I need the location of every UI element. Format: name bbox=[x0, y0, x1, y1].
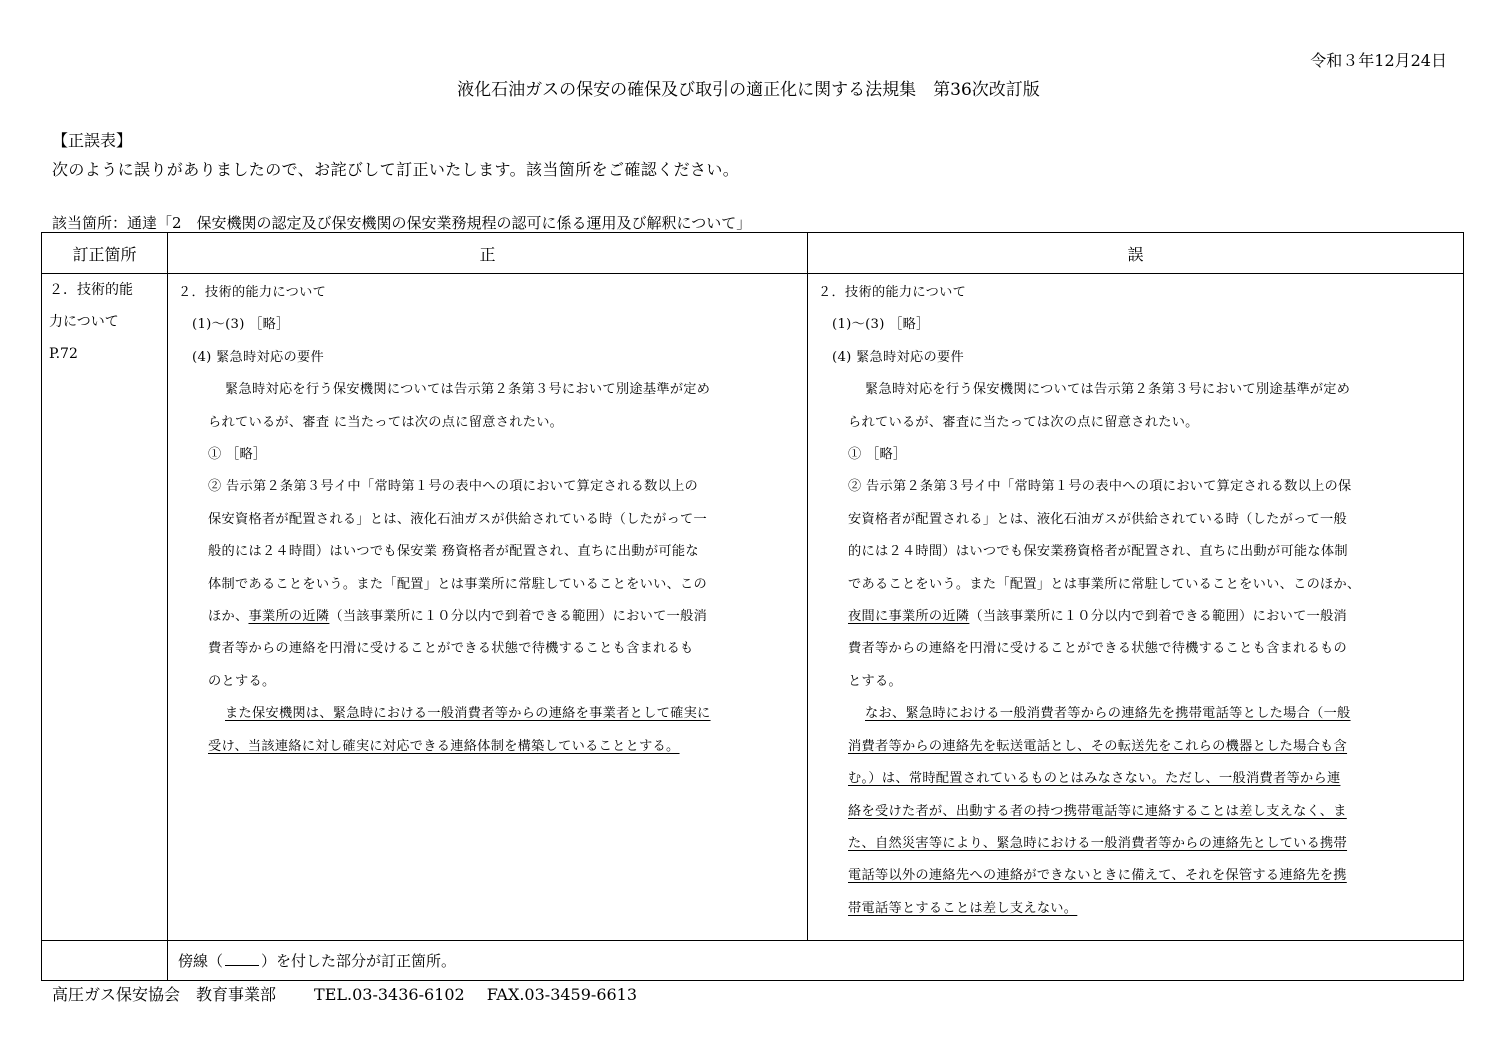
correction-underline: 夜間に事業所の近隣 bbox=[848, 609, 970, 625]
underline-sample bbox=[225, 953, 259, 966]
section-line-2: 力について bbox=[49, 314, 119, 330]
wrong-line: (1)〜(3) ［略］ bbox=[832, 317, 930, 333]
wrong-line: 費者等からの連絡を円滑に受けることができる状態で待機することも含まれるもの bbox=[848, 641, 1348, 657]
correction-underline: む。）は、常時配置されているものとはみなさない。ただし、一般消費者等から連 bbox=[848, 771, 1341, 787]
correct-line: ② 告示第２条第３号イ中「常時第１号の表中への項において算定される数以上の bbox=[208, 479, 699, 495]
correct-line: のとする。 bbox=[208, 673, 276, 689]
document-title: 液化石油ガスの保安の確保及び取引の適正化に関する法規集 第36次改訂版 bbox=[457, 80, 1040, 100]
header-wrong: 誤 bbox=[808, 233, 1464, 274]
correction-underline: また保安機関は、緊急時における一般消費者等からの連絡を事業者として確実に bbox=[225, 706, 711, 722]
wrong-line: ② 告示第２条第３号イ中「常時第１号の表中への項において算定される数以上の保 bbox=[848, 479, 1352, 495]
wrong-line: 安資格者が配置される」とは、液化石油ガスが供給されている時（したがって一般 bbox=[848, 511, 1348, 527]
affected-location: 該当箇所：通達「2 保安機関の認定及び保安機関の保安業務規程の認可に係る運用及び解釈について」 bbox=[52, 214, 752, 232]
wrong-line: とする。 bbox=[848, 673, 902, 689]
correct-text-cell bbox=[168, 274, 808, 941]
errata-heading: 【正誤表】 bbox=[52, 131, 133, 150]
footer-empty-cell bbox=[42, 941, 168, 981]
correction-underline: 事業所の近隣 bbox=[248, 609, 330, 625]
section-cell bbox=[42, 274, 168, 941]
wrong-line bbox=[818, 601, 1455, 633]
section-line-1: ２．技術的能 bbox=[49, 282, 133, 298]
footer-contact bbox=[52, 982, 637, 1005]
correct-line: (1)〜(3) ［略］ bbox=[192, 317, 290, 333]
wrong-line: ２．技術的能力について bbox=[818, 285, 967, 300]
correction-underline: 帯電話等とすることは差し支えない。 bbox=[848, 900, 1078, 916]
correction-underline: なお、緊急時における一般消費者等からの連絡先を携帯電話等とした場合（一般 bbox=[865, 706, 1351, 722]
correct-text: （当該事業所に１０分以内で到着できる範囲）において一般消 bbox=[329, 609, 708, 625]
correct-line: 費者等からの連絡を円滑に受けることができる状態で待機することも含まれるも bbox=[208, 641, 694, 657]
footnote-after: ）を付した部分が訂正箇所。 bbox=[261, 952, 457, 970]
wrong-text-cell bbox=[808, 274, 1464, 941]
correct-line: ２．技術的能力について bbox=[178, 285, 327, 300]
fax-number: FAX.03-3459-6613 bbox=[486, 985, 638, 1004]
section-page: P.72 bbox=[49, 346, 78, 362]
table-footer-row bbox=[42, 941, 1464, 981]
table-header-row bbox=[42, 233, 1464, 274]
correct-line: ① ［略］ bbox=[208, 447, 267, 463]
correct-line: 般的には２４時間）はいつでも保安業 務資格者が配置され、直ちに出動が可能な bbox=[208, 544, 699, 560]
footnote-cell bbox=[168, 941, 1464, 981]
header-section: 訂正箇所 bbox=[42, 233, 168, 274]
wrong-line: ① ［略］ bbox=[848, 447, 907, 463]
table-body-row bbox=[42, 274, 1464, 941]
phone-number: TEL.03-3436-6102 bbox=[314, 985, 465, 1004]
wrong-line: であることをいう。また「配置」とは事業所に常駐していることをいい、このほか、 bbox=[848, 576, 1361, 592]
correction-underline: 電話等以外の連絡先への連絡ができないときに備えて、それを保管する連絡先を携 bbox=[848, 868, 1347, 884]
wrong-line: 緊急時対応を行う保安機関については告示第２条第３号において別途基準が定め bbox=[865, 382, 1351, 398]
header-correct: 正 bbox=[168, 233, 808, 274]
correct-text: ほか、 bbox=[208, 609, 249, 625]
correction-underline: た、自然災害等により、緊急時における一般消費者等からの連絡先としている携帯 bbox=[848, 835, 1348, 851]
wrong-text: （当該事業所に１０分以内で到着できる範囲）において一般消 bbox=[969, 609, 1348, 625]
correct-line: 体制であることをいう。また「配置」とは事業所に常駐していることをいい、この bbox=[208, 576, 708, 592]
correct-line: (4) 緊急時対応の要件 bbox=[192, 349, 324, 365]
wrong-line: られているが、審査に当たっては次の点に留意されたい。 bbox=[848, 414, 1199, 430]
wrong-line: (4) 緊急時対応の要件 bbox=[832, 349, 964, 365]
wrong-line: 的には２４時間）はいつでも保安業務資格者が配置され、直ちに出動が可能な体制 bbox=[848, 544, 1348, 560]
correction-underline: 受け、当該連絡に対し確実に対応できる連絡体制を構築していることとする。 bbox=[208, 738, 680, 754]
correct-line bbox=[178, 601, 799, 633]
correction-underline: 絡を受けた者が、出動する者の持つ携帯電話等に連絡することは差し支えなく、ま bbox=[848, 803, 1347, 819]
footnote-before: 傍線（ bbox=[178, 952, 224, 970]
correct-line: 緊急時対応を行う保安機関については告示第２条第３号において別途基準が定め bbox=[225, 382, 711, 398]
organization-name: 高圧ガス保安協会 教育事業部 bbox=[52, 985, 277, 1004]
issue-date: 令和３年12月24日 bbox=[1310, 51, 1447, 70]
correct-line: 保安資格者が配置される」とは、液化石油ガスが供給されている時（したがって一 bbox=[208, 511, 708, 527]
errata-table bbox=[41, 232, 1464, 981]
correct-line: られているが、審査 に当たっては次の点に留意されたい。 bbox=[208, 414, 564, 430]
apology-message: 次のように誤りがありましたので、お詫びして訂正いたします。該当箇所をご確認ください。 bbox=[52, 160, 740, 179]
correction-underline: 消費者等からの連絡先を転送電話とし、その転送先をこれらの機器とした場合も含 bbox=[848, 738, 1348, 754]
